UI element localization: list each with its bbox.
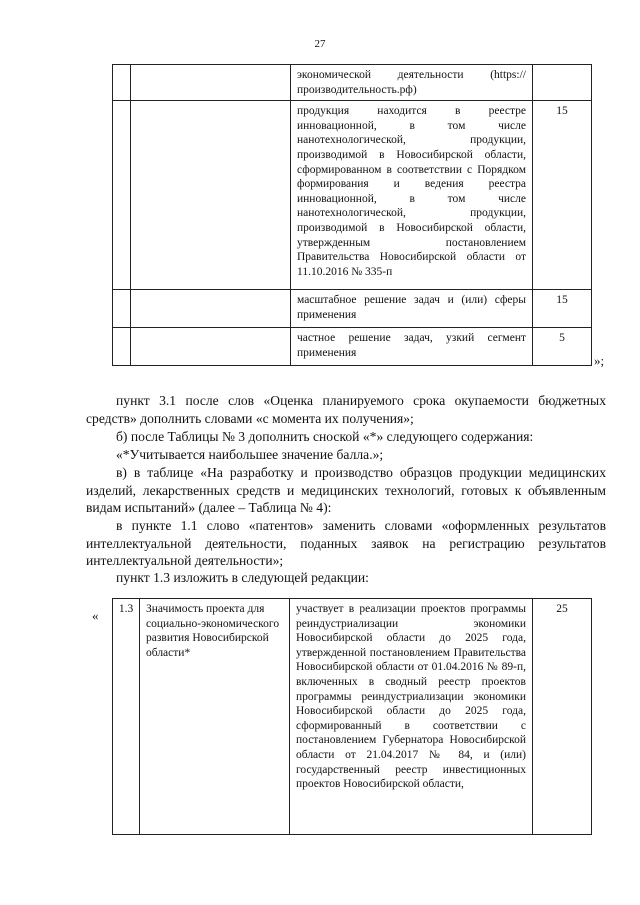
table-row [113, 290, 592, 328]
criterion-text-cell: продукция находится в реестре инновационной, в том числе нанотехнологической, продукции, производимой в Новосибирской области, сформированном в соответствии с Порядком формирования и ведения реестра инновационной, в том числе нанотехнологической, продукции, производимой в Новосибирской области, утвержденным постановлением Правительства Новосибирской области от 11.10.2016 № 335-п [291, 101, 533, 290]
item-number: 1.3 [113, 599, 140, 835]
score-cell: 25 [533, 599, 592, 835]
table-row [113, 599, 592, 835]
score-cell: 15 [533, 290, 592, 328]
table-row [113, 65, 592, 101]
page-number: 27 [314, 38, 326, 50]
score-cell: 5 [533, 328, 592, 366]
criterion-text-cell: частное решение задач, узкий сегмент применения [291, 328, 533, 366]
criterion-name-cell: Значимость проекта для социально-экономического развития Новосибирской области* [140, 599, 290, 835]
table-row [113, 328, 592, 366]
paragraph: пункт 1.3 изложить в следующей редакции: [116, 570, 369, 585]
criterion-text-cell: масштабное решение задач и (или) сферы применения [291, 290, 533, 328]
criterion-text-cell: участвует в реализации проектов программы реиндустриализации экономики Новосибирской области до 2025 года, утвержденной постановлением Правительства Новосибирской области от 01.04.2016 № 89-п, включенных в сводный реестр проектов программы реиндустриализации экономики Новосибирской области до 2025 года, сформированный в соответствии с постановлением Губернатора Новосибирской области от 21.04.2017 № 84, и (или) государственный реестр инвестиционных проектов Новосибирской области, [290, 599, 533, 835]
paragraph: «*Учитывается наибольшее значение балла.»; [116, 447, 384, 462]
paragraph: б) после Таблицы № 3 дополнить сноской «*» следующего содержания: [116, 429, 534, 444]
score-cell [533, 65, 592, 101]
criterion-text-cell: экономической деятельности (https://производительность.рф) [291, 65, 533, 101]
criteria-table-continued [112, 64, 592, 366]
paragraph: в пункте 1.1 слово «патентов» заменить словами «оформленных результатов интеллектуальной деятельности, поданных заявок на регистрацию результатов интеллектуальной деятельности»; [86, 518, 606, 568]
closing-quote: »; [594, 353, 605, 368]
table-row [113, 101, 592, 290]
score-cell: 15 [533, 101, 592, 290]
opening-quote: « [92, 608, 99, 623]
criteria-table-new [112, 598, 592, 835]
paragraph: в) в таблице «На разработку и производство образцов продукции медицинских изделий, лекарственных средств и медицинских технологий, готовых к объявленным видам испытаний» (далее – Таблица № 4): [86, 465, 606, 515]
paragraph: пункт 3.1 после слов «Оценка планируемого срока окупаемости бюджетных средств» дополнить словами «с момента их получения»; [86, 393, 606, 426]
